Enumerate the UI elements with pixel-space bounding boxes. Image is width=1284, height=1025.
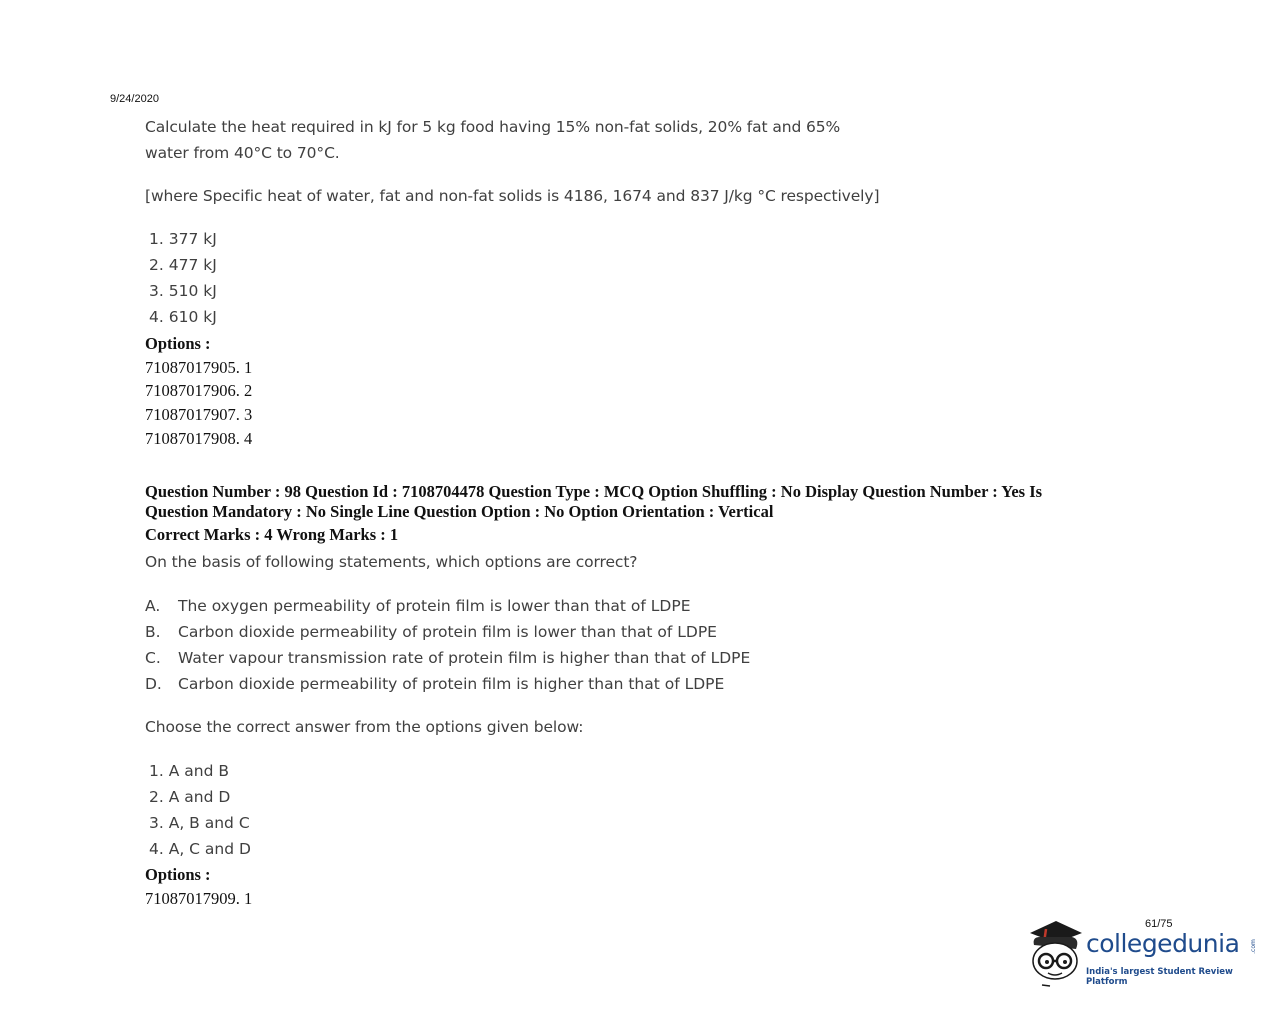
statement-text: Carbon dioxide permeability of protein film is lower than that of LDPE (178, 623, 717, 641)
choice-item: 3. A, B and C (149, 814, 250, 832)
question-97-line-1: Calculate the heat required in kJ for 5 kg food having 15% non-fat solids, 20% fat and 65% (145, 118, 841, 136)
choice-item: 2. 477 kJ (149, 256, 217, 274)
statement-text: Water vapour transmission rate of protein film is higher than that of LDPE (178, 649, 751, 667)
statement-letter: D. (145, 675, 162, 693)
choice-item: 1. 377 kJ (149, 230, 217, 248)
question-97-text (145, 114, 840, 166)
options-label: Options : (145, 865, 211, 884)
option-id: 71087017906. 2 (145, 381, 253, 401)
question-98-options (145, 863, 252, 910)
mascot-icon (1022, 915, 1088, 990)
statement-letter: B. (145, 623, 161, 641)
statement-text: The oxygen permeability of protein film is lower than that of LDPE (178, 597, 691, 615)
options-label: Options : (145, 334, 211, 353)
statement-item (145, 645, 750, 671)
question-98-meta: Question Number : 98 Question Id : 7108704478 Question Type : MCQ Option Shuffling : No Display Question Number : Yes Is Question Mandatory : No Single Line Question Option : No Option Orientation : Vertical (145, 482, 1043, 521)
option-id: 71087017908. 4 (145, 428, 253, 448)
question-98-text: On the basis of following statements, which options are correct? (145, 553, 638, 571)
collegedunia-logo[interactable] (1022, 915, 1262, 990)
statement-letter: C. (145, 649, 161, 667)
question-98-statements (145, 593, 750, 697)
statement-text: Carbon dioxide permeability of protein film is higher than that of LDPE (178, 675, 725, 693)
option-id: 71087017907. 3 (145, 405, 253, 425)
choice-item: 1. A and B (149, 762, 229, 780)
question-97-choices (149, 226, 217, 330)
statement-item (145, 593, 750, 619)
statement-letter: A. (145, 597, 161, 615)
question-97-line-2: water from 40°C to 70°C. (145, 144, 340, 162)
choice-item: 4. A, C and D (149, 840, 251, 858)
choice-item: 3. 510 kJ (149, 282, 217, 300)
question-98-instruction: Choose the correct answer from the options given below: (145, 718, 584, 736)
brand-suffix: .com (1249, 939, 1257, 954)
brand-tagline: India's largest Student Review Platform (1086, 967, 1233, 987)
option-id: 71087017905. 1 (145, 357, 253, 377)
page-date: 9/24/2020 (110, 93, 159, 105)
page-number: 61/75 (1145, 918, 1173, 930)
option-id: 71087017909. 1 (145, 888, 253, 908)
choice-item: 4. 610 kJ (149, 308, 217, 326)
question-97-note: [where Specific heat of water, fat and non-fat solids is 4186, 1674 and 837 J/kg °C respectively] (145, 187, 880, 205)
choice-item: 2. A and D (149, 788, 231, 806)
question-98-choices (149, 758, 251, 862)
statement-item (145, 619, 750, 645)
question-97-options (145, 332, 252, 450)
question-98-marks: Correct Marks : 4 Wrong Marks : 1 (145, 525, 399, 544)
brand-name: collegedunia (1086, 929, 1240, 958)
statement-item (145, 671, 750, 697)
